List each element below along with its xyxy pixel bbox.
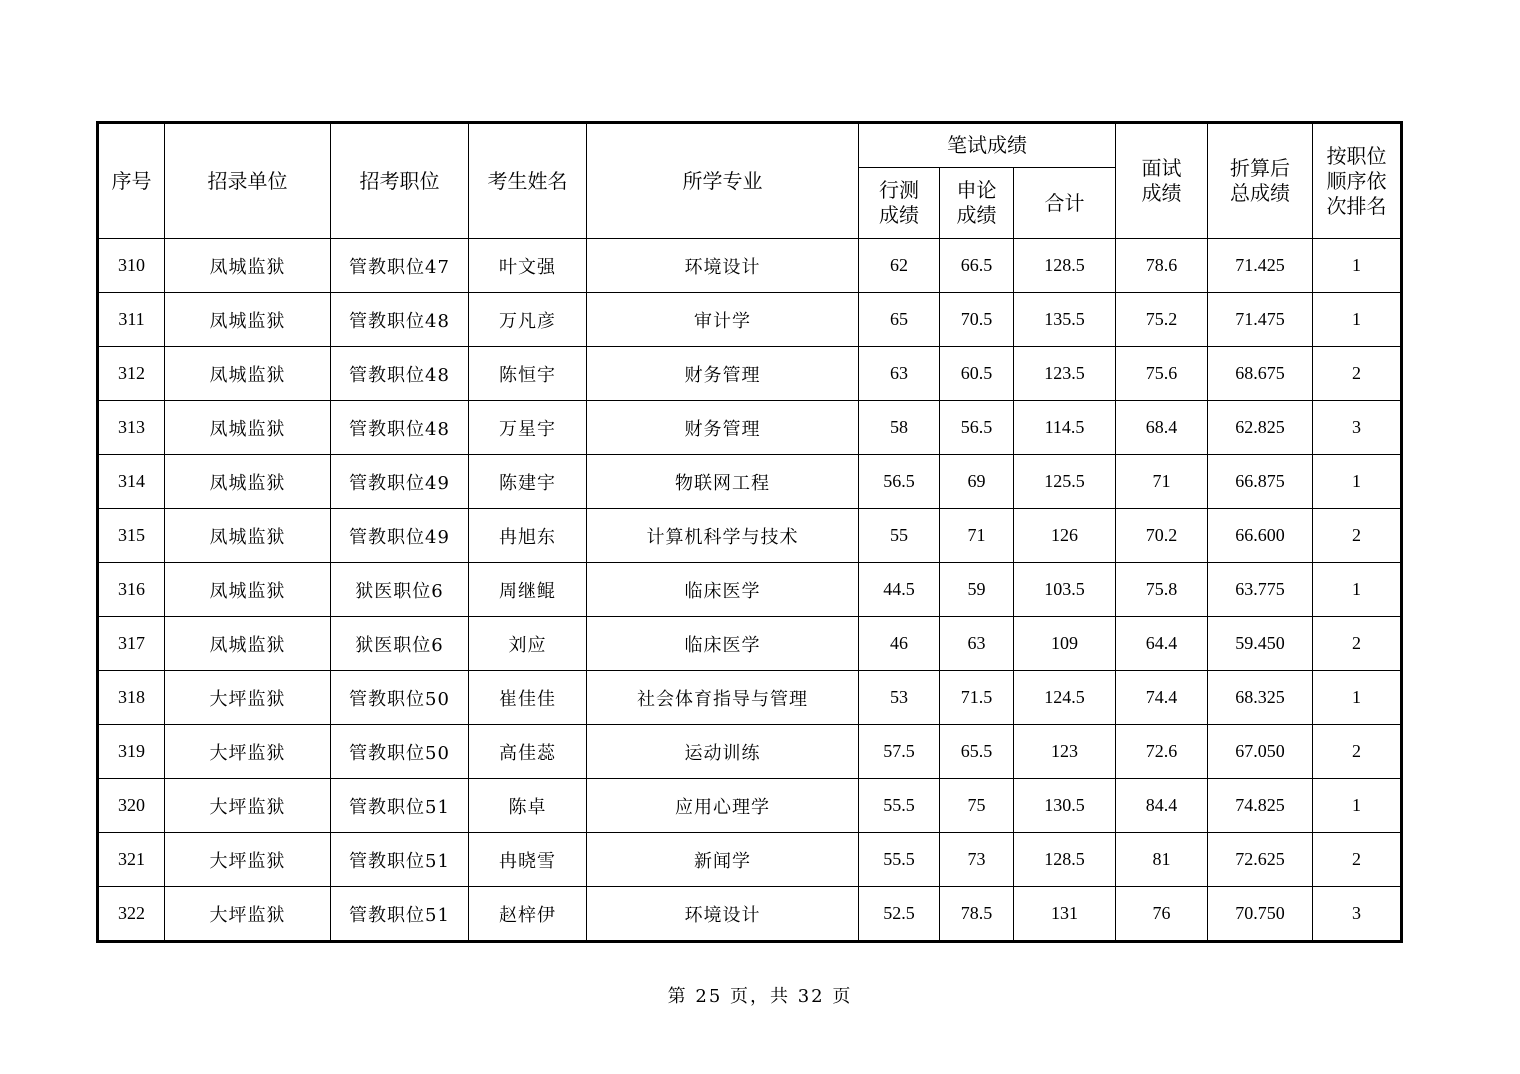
cell-shenlun-score: 66.5 xyxy=(940,239,1014,293)
cell-xingce-score: 52.5 xyxy=(859,887,940,942)
table-header xyxy=(98,123,1402,239)
cell-final-score: 74.825 xyxy=(1208,779,1313,833)
cell-final-score: 66.875 xyxy=(1208,455,1313,509)
cell-unit: 大坪监狱 xyxy=(165,833,331,887)
cell-position: 管教职位51 xyxy=(331,887,469,942)
header-shenlun-line2: 成绩 xyxy=(956,203,997,227)
cell-written-total: 123.5 xyxy=(1014,347,1116,401)
cell-written-total: 126 xyxy=(1014,509,1116,563)
cell-seq: 316 xyxy=(98,563,165,617)
cell-unit: 大坪监狱 xyxy=(165,887,331,942)
cell-final-score: 70.750 xyxy=(1208,887,1313,942)
cell-final-score: 71.425 xyxy=(1208,239,1313,293)
header-shenlun-line1: 申论 xyxy=(956,178,997,202)
cell-written-total: 128.5 xyxy=(1014,833,1116,887)
cell-major: 临床医学 xyxy=(587,617,859,671)
cell-interview-score: 74.4 xyxy=(1116,671,1208,725)
cell-written-total: 125.5 xyxy=(1014,455,1116,509)
cell-interview-score: 75.2 xyxy=(1116,293,1208,347)
cell-major: 应用心理学 xyxy=(587,779,859,833)
cell-position: 狱医职位6 xyxy=(331,563,469,617)
cell-position: 狱医职位6 xyxy=(331,617,469,671)
cell-written-total: 109 xyxy=(1014,617,1116,671)
table-row xyxy=(98,563,1402,617)
cell-written-total: 114.5 xyxy=(1014,401,1116,455)
cell-position: 管教职位48 xyxy=(331,347,469,401)
cell-rank: 2 xyxy=(1313,509,1402,563)
cell-rank: 1 xyxy=(1313,779,1402,833)
cell-major: 环境设计 xyxy=(587,239,859,293)
cell-shenlun-score: 59 xyxy=(940,563,1014,617)
header-final-score xyxy=(1208,123,1313,239)
cell-interview-score: 84.4 xyxy=(1116,779,1208,833)
cell-seq: 315 xyxy=(98,509,165,563)
header-shenlun-score xyxy=(940,168,1014,239)
header-name: 考生姓名 xyxy=(469,123,587,239)
cell-seq: 322 xyxy=(98,887,165,942)
header-rank-line2: 顺序依 xyxy=(1326,168,1387,193)
cell-xingce-score: 62 xyxy=(859,239,940,293)
cell-shenlun-score: 69 xyxy=(940,455,1014,509)
cell-seq: 319 xyxy=(98,725,165,779)
cell-unit: 大坪监狱 xyxy=(165,725,331,779)
header-xingce-line2: 成绩 xyxy=(879,203,919,227)
cell-seq: 311 xyxy=(98,293,165,347)
cell-unit: 凤城监狱 xyxy=(165,563,331,617)
header-written-score: 笔试成绩 xyxy=(859,123,1116,168)
cell-xingce-score: 56.5 xyxy=(859,455,940,509)
cell-unit: 凤城监狱 xyxy=(165,509,331,563)
cell-unit: 凤城监狱 xyxy=(165,239,331,293)
cell-position: 管教职位50 xyxy=(331,725,469,779)
cell-seq: 318 xyxy=(98,671,165,725)
cell-final-score: 68.325 xyxy=(1208,671,1313,725)
header-rank-line3: 次排名 xyxy=(1326,193,1387,218)
table-row xyxy=(98,401,1402,455)
cell-written-total: 103.5 xyxy=(1014,563,1116,617)
cell-final-score: 67.050 xyxy=(1208,725,1313,779)
cell-shenlun-score: 70.5 xyxy=(940,293,1014,347)
table-row xyxy=(98,833,1402,887)
cell-major: 运动训练 xyxy=(587,725,859,779)
cell-rank: 2 xyxy=(1313,725,1402,779)
cell-rank: 1 xyxy=(1313,239,1402,293)
cell-unit: 大坪监狱 xyxy=(165,671,331,725)
header-final-line2: 总成绩 xyxy=(1230,181,1290,205)
cell-shenlun-score: 63 xyxy=(940,617,1014,671)
header-rank-line1: 按职位 xyxy=(1326,143,1387,168)
cell-shenlun-score: 73 xyxy=(940,833,1014,887)
cell-interview-score: 78.6 xyxy=(1116,239,1208,293)
cell-interview-score: 70.2 xyxy=(1116,509,1208,563)
cell-rank: 2 xyxy=(1313,833,1402,887)
cell-seq: 314 xyxy=(98,455,165,509)
header-rank xyxy=(1313,123,1402,239)
cell-position: 管教职位51 xyxy=(331,833,469,887)
cell-unit: 凤城监狱 xyxy=(165,455,331,509)
cell-interview-score: 75.6 xyxy=(1116,347,1208,401)
header-position: 招考职位 xyxy=(331,123,469,239)
cell-major: 新闻学 xyxy=(587,833,859,887)
cell-position: 管教职位49 xyxy=(331,509,469,563)
cell-xingce-score: 55.5 xyxy=(859,833,940,887)
header-final-line1: 折算后 xyxy=(1230,156,1290,180)
cell-unit: 凤城监狱 xyxy=(165,617,331,671)
cell-major: 审计学 xyxy=(587,293,859,347)
cell-name: 高佳蕊 xyxy=(469,725,587,779)
header-xingce-score xyxy=(859,168,940,239)
cell-shenlun-score: 65.5 xyxy=(940,725,1014,779)
cell-shenlun-score: 78.5 xyxy=(940,887,1014,942)
cell-seq: 321 xyxy=(98,833,165,887)
cell-written-total: 123 xyxy=(1014,725,1116,779)
header-major: 所学专业 xyxy=(587,123,859,239)
cell-final-score: 63.775 xyxy=(1208,563,1313,617)
cell-final-score: 68.675 xyxy=(1208,347,1313,401)
cell-position: 管教职位47 xyxy=(331,239,469,293)
cell-seq: 312 xyxy=(98,347,165,401)
cell-final-score: 72.625 xyxy=(1208,833,1313,887)
cell-name: 万星宇 xyxy=(469,401,587,455)
cell-name: 万凡彦 xyxy=(469,293,587,347)
cell-name: 刘应 xyxy=(469,617,587,671)
table-row xyxy=(98,725,1402,779)
table-row xyxy=(98,347,1402,401)
cell-name: 陈建宇 xyxy=(469,455,587,509)
cell-seq: 317 xyxy=(98,617,165,671)
cell-interview-score: 75.8 xyxy=(1116,563,1208,617)
cell-major: 财务管理 xyxy=(587,347,859,401)
cell-shenlun-score: 56.5 xyxy=(940,401,1014,455)
header-written-total: 合计 xyxy=(1014,168,1116,239)
cell-name: 崔佳佳 xyxy=(469,671,587,725)
cell-seq: 320 xyxy=(98,779,165,833)
cell-rank: 1 xyxy=(1313,563,1402,617)
cell-xingce-score: 53 xyxy=(859,671,940,725)
cell-rank: 3 xyxy=(1313,887,1402,942)
cell-major: 临床医学 xyxy=(587,563,859,617)
cell-interview-score: 72.6 xyxy=(1116,725,1208,779)
table-body xyxy=(98,239,1402,942)
cell-shenlun-score: 71.5 xyxy=(940,671,1014,725)
cell-written-total: 135.5 xyxy=(1014,293,1116,347)
cell-seq: 310 xyxy=(98,239,165,293)
cell-final-score: 71.475 xyxy=(1208,293,1313,347)
cell-rank: 1 xyxy=(1313,671,1402,725)
cell-shenlun-score: 60.5 xyxy=(940,347,1014,401)
cell-name: 叶文强 xyxy=(469,239,587,293)
table-row xyxy=(98,671,1402,725)
cell-shenlun-score: 75 xyxy=(940,779,1014,833)
header-xingce-line1: 行测 xyxy=(879,178,919,202)
cell-final-score: 62.825 xyxy=(1208,401,1313,455)
cell-position: 管教职位51 xyxy=(331,779,469,833)
table-row xyxy=(98,779,1402,833)
cell-xingce-score: 58 xyxy=(859,401,940,455)
cell-major: 财务管理 xyxy=(587,401,859,455)
cell-major: 社会体育指导与管理 xyxy=(587,671,859,725)
cell-interview-score: 71 xyxy=(1116,455,1208,509)
cell-final-score: 66.600 xyxy=(1208,509,1313,563)
cell-position: 管教职位48 xyxy=(331,293,469,347)
cell-position: 管教职位49 xyxy=(331,455,469,509)
header-unit: 招录单位 xyxy=(165,123,331,239)
cell-rank: 3 xyxy=(1313,401,1402,455)
cell-major: 计算机科学与技术 xyxy=(587,509,859,563)
cell-final-score: 59.450 xyxy=(1208,617,1313,671)
cell-written-total: 131 xyxy=(1014,887,1116,942)
cell-unit: 凤城监狱 xyxy=(165,401,331,455)
table-row xyxy=(98,293,1402,347)
cell-name: 赵梓伊 xyxy=(469,887,587,942)
cell-xingce-score: 55.5 xyxy=(859,779,940,833)
cell-unit: 凤城监狱 xyxy=(165,347,331,401)
cell-rank: 1 xyxy=(1313,455,1402,509)
score-table xyxy=(96,121,1403,943)
cell-major: 环境设计 xyxy=(587,887,859,942)
table-row xyxy=(98,509,1402,563)
table-row xyxy=(98,617,1402,671)
cell-name: 冉晓雪 xyxy=(469,833,587,887)
header-interview-score xyxy=(1116,123,1208,239)
page-footer: 第 25 页，共 32 页 xyxy=(667,986,853,1007)
cell-xingce-score: 46 xyxy=(859,617,940,671)
table-row xyxy=(98,239,1402,293)
cell-rank: 2 xyxy=(1313,347,1402,401)
cell-interview-score: 64.4 xyxy=(1116,617,1208,671)
cell-xingce-score: 57.5 xyxy=(859,725,940,779)
cell-name: 冉旭东 xyxy=(469,509,587,563)
cell-rank: 2 xyxy=(1313,617,1402,671)
cell-major: 物联网工程 xyxy=(587,455,859,509)
cell-written-total: 124.5 xyxy=(1014,671,1116,725)
cell-xingce-score: 65 xyxy=(859,293,940,347)
cell-xingce-score: 44.5 xyxy=(859,563,940,617)
cell-interview-score: 68.4 xyxy=(1116,401,1208,455)
cell-rank: 1 xyxy=(1313,293,1402,347)
cell-position: 管教职位50 xyxy=(331,671,469,725)
cell-name: 陈恒宇 xyxy=(469,347,587,401)
table-row xyxy=(98,887,1402,942)
cell-written-total: 130.5 xyxy=(1014,779,1116,833)
header-interview-line1: 面试 xyxy=(1141,156,1182,180)
header-interview-line2: 成绩 xyxy=(1141,181,1182,205)
cell-written-total: 128.5 xyxy=(1014,239,1116,293)
cell-interview-score: 81 xyxy=(1116,833,1208,887)
cell-unit: 凤城监狱 xyxy=(165,293,331,347)
header-seq: 序号 xyxy=(98,123,165,239)
cell-interview-score: 76 xyxy=(1116,887,1208,942)
table-row xyxy=(98,455,1402,509)
cell-xingce-score: 55 xyxy=(859,509,940,563)
cell-seq: 313 xyxy=(98,401,165,455)
cell-shenlun-score: 71 xyxy=(940,509,1014,563)
cell-xingce-score: 63 xyxy=(859,347,940,401)
cell-position: 管教职位48 xyxy=(331,401,469,455)
cell-unit: 大坪监狱 xyxy=(165,779,331,833)
cell-name: 陈卓 xyxy=(469,779,587,833)
cell-name: 周继鲲 xyxy=(469,563,587,617)
